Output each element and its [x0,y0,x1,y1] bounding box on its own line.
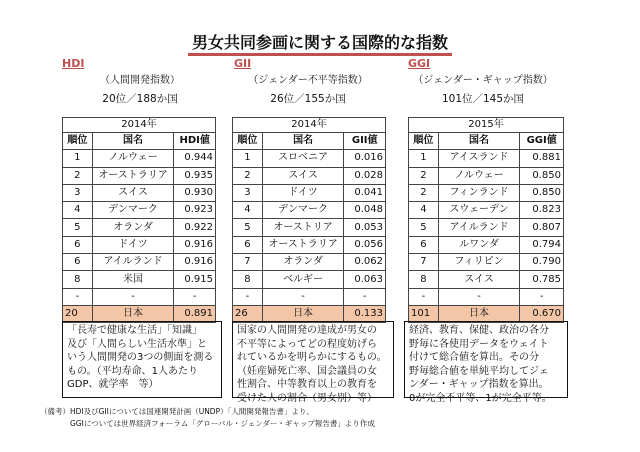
rank-cell: 5 [409,219,439,236]
table-row [409,167,564,184]
country-cell: オーストラリア [262,236,344,253]
country-cell: スウェーデン [438,202,519,219]
source-note-line-1: （備考）HDI及びGIIについては国連開発計画（UNDP）「人間開発報告書」より、 [40,407,314,416]
country-cell: オランダ [262,254,344,271]
gii-explanation-box [232,321,394,404]
rank-cell: 4 [233,202,263,219]
rank-cell: - [63,288,93,305]
value-cell: 0.133 [344,305,386,322]
table-year: 2015年 [409,118,564,133]
value-cell: 0.053 [344,219,386,236]
rank-cell: 4 [409,202,439,219]
country-cell: スイス [92,184,174,201]
column-header: 国名 [262,133,344,150]
explanation-line: 経済、教育、保健、政治の各分 [409,325,549,336]
value-cell: 0.916 [174,236,216,253]
value-cell: 0.935 [174,167,216,184]
rank-cell: 5 [63,219,93,236]
country-cell: 米国 [92,271,174,288]
table-year-row [233,118,386,133]
explanation-line: 不平等によってどの程度妨げら [237,338,377,350]
page-title: 男女共同参画に関する国際的な指数 [0,30,640,53]
country-cell: スイス [438,271,519,288]
gii-description: （ジェンダー不平等指数） [248,75,368,86]
table-row [233,202,386,219]
value-cell: 0.823 [520,202,564,219]
table-year-row [63,118,216,133]
table-row [409,184,564,201]
rank-cell: 7 [233,254,263,271]
country-cell: フィリピン [438,254,519,271]
value-cell: - [174,288,216,305]
table-row [233,288,386,305]
table-row [63,184,216,201]
explanation-line: 国家の人間開発の達成が男女の [237,325,377,336]
country-cell: デンマーク [92,202,174,219]
table-row [63,254,216,271]
hdi-description: （人間開発指数） [100,75,180,86]
table-row [409,202,564,219]
table-header-row [233,133,386,150]
explanation-line: もの。（平均寿命、1人あたり [67,365,198,377]
country-cell: ドイツ [92,236,174,253]
value-cell: 0.807 [520,219,564,236]
ggi-description: （ジェンダー・ギャップ指数） [413,75,553,86]
value-cell: 0.915 [174,271,216,288]
value-cell: 0.062 [344,254,386,271]
hdi-table [62,117,216,323]
explanation-line: ンダー・ギャップ指数を算出。 [409,379,549,391]
column-header: 国名 [438,133,519,150]
table-row [409,271,564,288]
table-row [63,167,216,184]
source-note-line-2: GGIについては世界経済フォーラム「グローバル・ジェンダー・ギャップ報告書」より作成 [70,419,375,428]
country-cell: ドイツ [262,184,344,201]
hdi-explanation-box [62,321,222,398]
table-row [63,219,216,236]
hdi-label: HDI [62,57,85,70]
value-cell: 0.891 [174,305,216,322]
column-header: GGI値 [520,133,564,150]
table-header-row [409,133,564,150]
hdi-japan-rank: 20位／188か国 [102,93,178,105]
country-cell: アイスランド [438,150,519,167]
value-cell: 0.922 [174,219,216,236]
explanation-line: れているかを明らかにするもの。 [237,352,387,364]
country-cell: - [92,288,174,305]
value-cell: 0.930 [174,184,216,201]
table-row [63,271,216,288]
column-header: 順位 [233,133,263,150]
rank-cell: 8 [409,271,439,288]
ggi-japan-rank: 101位／145か国 [441,93,525,105]
value-cell: 0.041 [344,184,386,201]
column-header: 順位 [63,133,93,150]
rank-cell: 6 [409,236,439,253]
rank-cell: 6 [63,254,93,271]
value-cell: 0.944 [174,150,216,167]
rank-cell: 1 [409,150,439,167]
rank-cell: 8 [63,271,93,288]
table-row [63,236,216,253]
table-row [409,236,564,253]
column-header: 国名 [92,133,174,150]
ggi-label: GGI [408,57,431,70]
value-cell: 0.923 [174,202,216,219]
value-cell: 0.850 [520,184,564,201]
explanation-line: GDP、就学率 等） [67,379,159,391]
country-cell: オーストラリア [92,167,174,184]
source-note [40,406,375,430]
rank-cell: 1 [63,150,93,167]
table-row [63,150,216,167]
table-row [233,184,386,201]
value-cell: 0.785 [520,271,564,288]
table-row [63,202,216,219]
explanation-line: 性割合、中等教育以上の教育を [237,379,377,391]
rank-cell: 1 [233,150,263,167]
table-row [409,150,564,167]
country-cell: 日本 [438,305,519,322]
value-cell: 0.881 [520,150,564,167]
country-cell: スロベニア [262,150,344,167]
table-header-row [63,133,216,150]
rank-cell: 2 [409,184,439,201]
ggi-table [408,117,564,323]
table-row [233,167,386,184]
explanation-line: 野毎に各使用データをウェイト [409,338,549,350]
explanation-line: 及び「人間らしい生活水準」と [67,338,207,350]
value-cell: - [520,288,564,305]
table-year: 2014年 [233,118,386,133]
value-cell: 0.056 [344,236,386,253]
rank-cell: 4 [63,202,93,219]
rank-cell: 8 [233,271,263,288]
value-cell: - [344,288,386,305]
rank-cell: 3 [63,184,93,201]
country-cell: 日本 [262,305,344,322]
table-row [409,219,564,236]
value-cell: 0.048 [344,202,386,219]
explanation-line: 付けて総合値を算出。その分 [409,352,539,364]
country-cell: ノルウェー [92,150,174,167]
country-cell: ルワンダ [438,236,519,253]
rank-cell: 101 [409,305,439,322]
ggi-explanation-box [404,321,568,404]
country-cell: オランダ [92,219,174,236]
rank-cell: 7 [409,254,439,271]
value-cell: 0.670 [520,305,564,322]
table-row [233,150,386,167]
country-cell: ノルウェー [438,167,519,184]
column-header: GII値 [344,133,386,150]
value-cell: 0.916 [174,254,216,271]
rank-cell: 26 [233,305,263,322]
table-year-row [409,118,564,133]
value-cell: 0.794 [520,236,564,253]
value-cell: 0.790 [520,254,564,271]
country-cell: オーストリア [262,219,344,236]
explanation-line: 0が完全不平等、1が完全平等。 [409,392,552,404]
table-row [409,254,564,271]
explanation-line: （妊産婦死亡率、国会議員の女 [237,365,377,377]
country-cell: - [262,288,344,305]
country-cell: アイルランド [92,254,174,271]
country-cell: - [438,288,519,305]
rank-cell: 6 [63,236,93,253]
rank-cell: 2 [233,167,263,184]
country-cell: フィンランド [438,184,519,201]
country-cell: スイス [262,167,344,184]
value-cell: 0.063 [344,271,386,288]
rank-cell: 2 [63,167,93,184]
country-cell: アイルランド [438,219,519,236]
explanation-line: いう人間開発の3つの側面を測る [67,352,214,364]
column-header: HDI値 [174,133,216,150]
table-row [233,219,386,236]
rank-cell: 3 [233,184,263,201]
gii-japan-rank: 26位／155か国 [270,93,346,105]
table-row [409,288,564,305]
country-cell: ベルギー [262,271,344,288]
table-row [233,254,386,271]
country-cell: 日本 [92,305,174,322]
column-header: 順位 [409,133,439,150]
value-cell: 0.016 [344,150,386,167]
gii-label: GII [234,57,252,70]
explanation-line: 「長寿で健康な生活」「知識」 [67,325,202,336]
rank-cell: 20 [63,305,93,322]
value-cell: 0.028 [344,167,386,184]
gii-table [232,117,386,323]
rank-cell: 6 [233,236,263,253]
table-row [63,288,216,305]
country-cell: デンマーク [262,202,344,219]
rank-cell: - [409,288,439,305]
table-row [233,271,386,288]
explanation-line: 受けた人の割合（男女別）等） [237,392,377,404]
table-row [233,236,386,253]
value-cell: 0.850 [520,167,564,184]
explanation-line: 野毎総合値を単純平均してジェ [409,365,549,377]
rank-cell: 2 [409,167,439,184]
rank-cell: 5 [233,219,263,236]
rank-cell: - [233,288,263,305]
table-year: 2014年 [63,118,216,133]
